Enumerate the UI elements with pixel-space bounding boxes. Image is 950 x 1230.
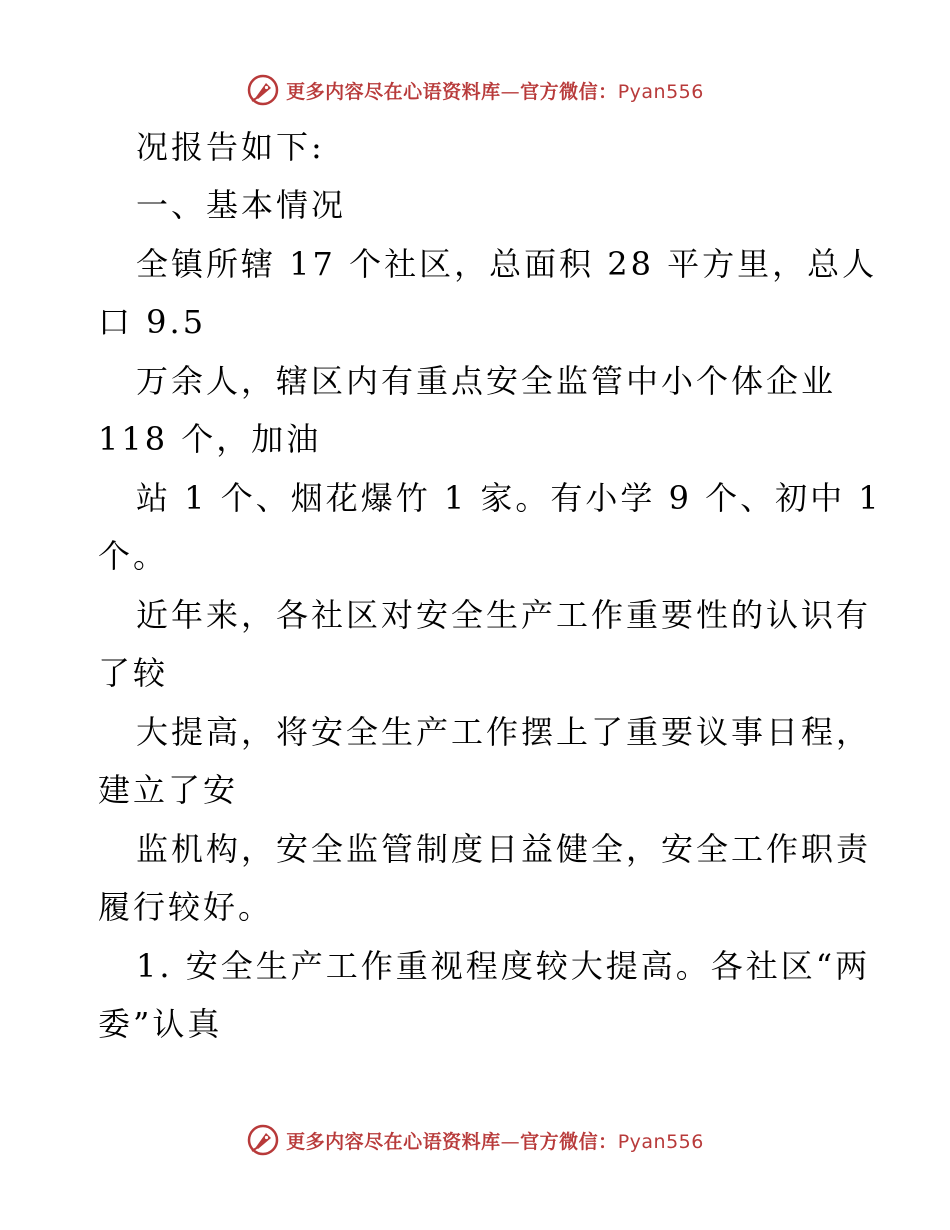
text-line: 委”认真 (98, 1005, 223, 1043)
text-line: 况报告如下: (136, 128, 325, 166)
text-line: 近年来，各社区对安全生产工作重要性的认识有 (136, 596, 872, 634)
watermark-separator: — (500, 80, 521, 103)
watermark-wechat-label: 官方微信： (520, 1130, 618, 1153)
pen-nib-logo-icon (246, 73, 280, 107)
pen-nib-logo-icon (246, 1123, 280, 1157)
text-line: 个。 (98, 537, 169, 575)
text-line: 履行较好。 (98, 888, 274, 926)
watermark-wechat-id: Pyan556 (617, 80, 704, 103)
text-line: 监机构，安全监管制度日益健全，安全工作职责 (136, 830, 872, 868)
footer-watermark (0, 1120, 950, 1160)
text-line: 大提高，将安全生产工作摆上了重要议事日程， (136, 713, 872, 751)
text-line: 万余人，辖区内有重点安全监管中小个体企业 (136, 362, 837, 400)
watermark-main: 更多内容尽在心语资料库 (286, 80, 501, 103)
text-line: 了较 (98, 654, 169, 692)
text-line: 站 1 个、烟花爆竹 1 家。有小学 9 个、初中 1 (136, 479, 882, 517)
section-heading: 一、基本情况 (136, 186, 347, 224)
text-line: 口 9.5 (98, 303, 207, 341)
text-line: 全镇所辖 17 个社区，总面积 28 平方里，总人 (136, 245, 878, 283)
watermark-text (286, 1127, 704, 1154)
watermark-text (286, 77, 704, 104)
text-line: 建立了安 (98, 771, 239, 809)
watermark-main: 更多内容尽在心语资料库 (286, 1130, 501, 1153)
watermark-separator: — (500, 1130, 521, 1153)
watermark-wechat-id: Pyan556 (617, 1130, 704, 1153)
text-line: 1. 安全生产工作重视程度较大提高。各社区“两 (136, 947, 871, 985)
watermark-wechat-label: 官方微信： (520, 80, 618, 103)
text-line: 118 个，加油 (98, 420, 322, 458)
header-watermark (0, 70, 950, 110)
